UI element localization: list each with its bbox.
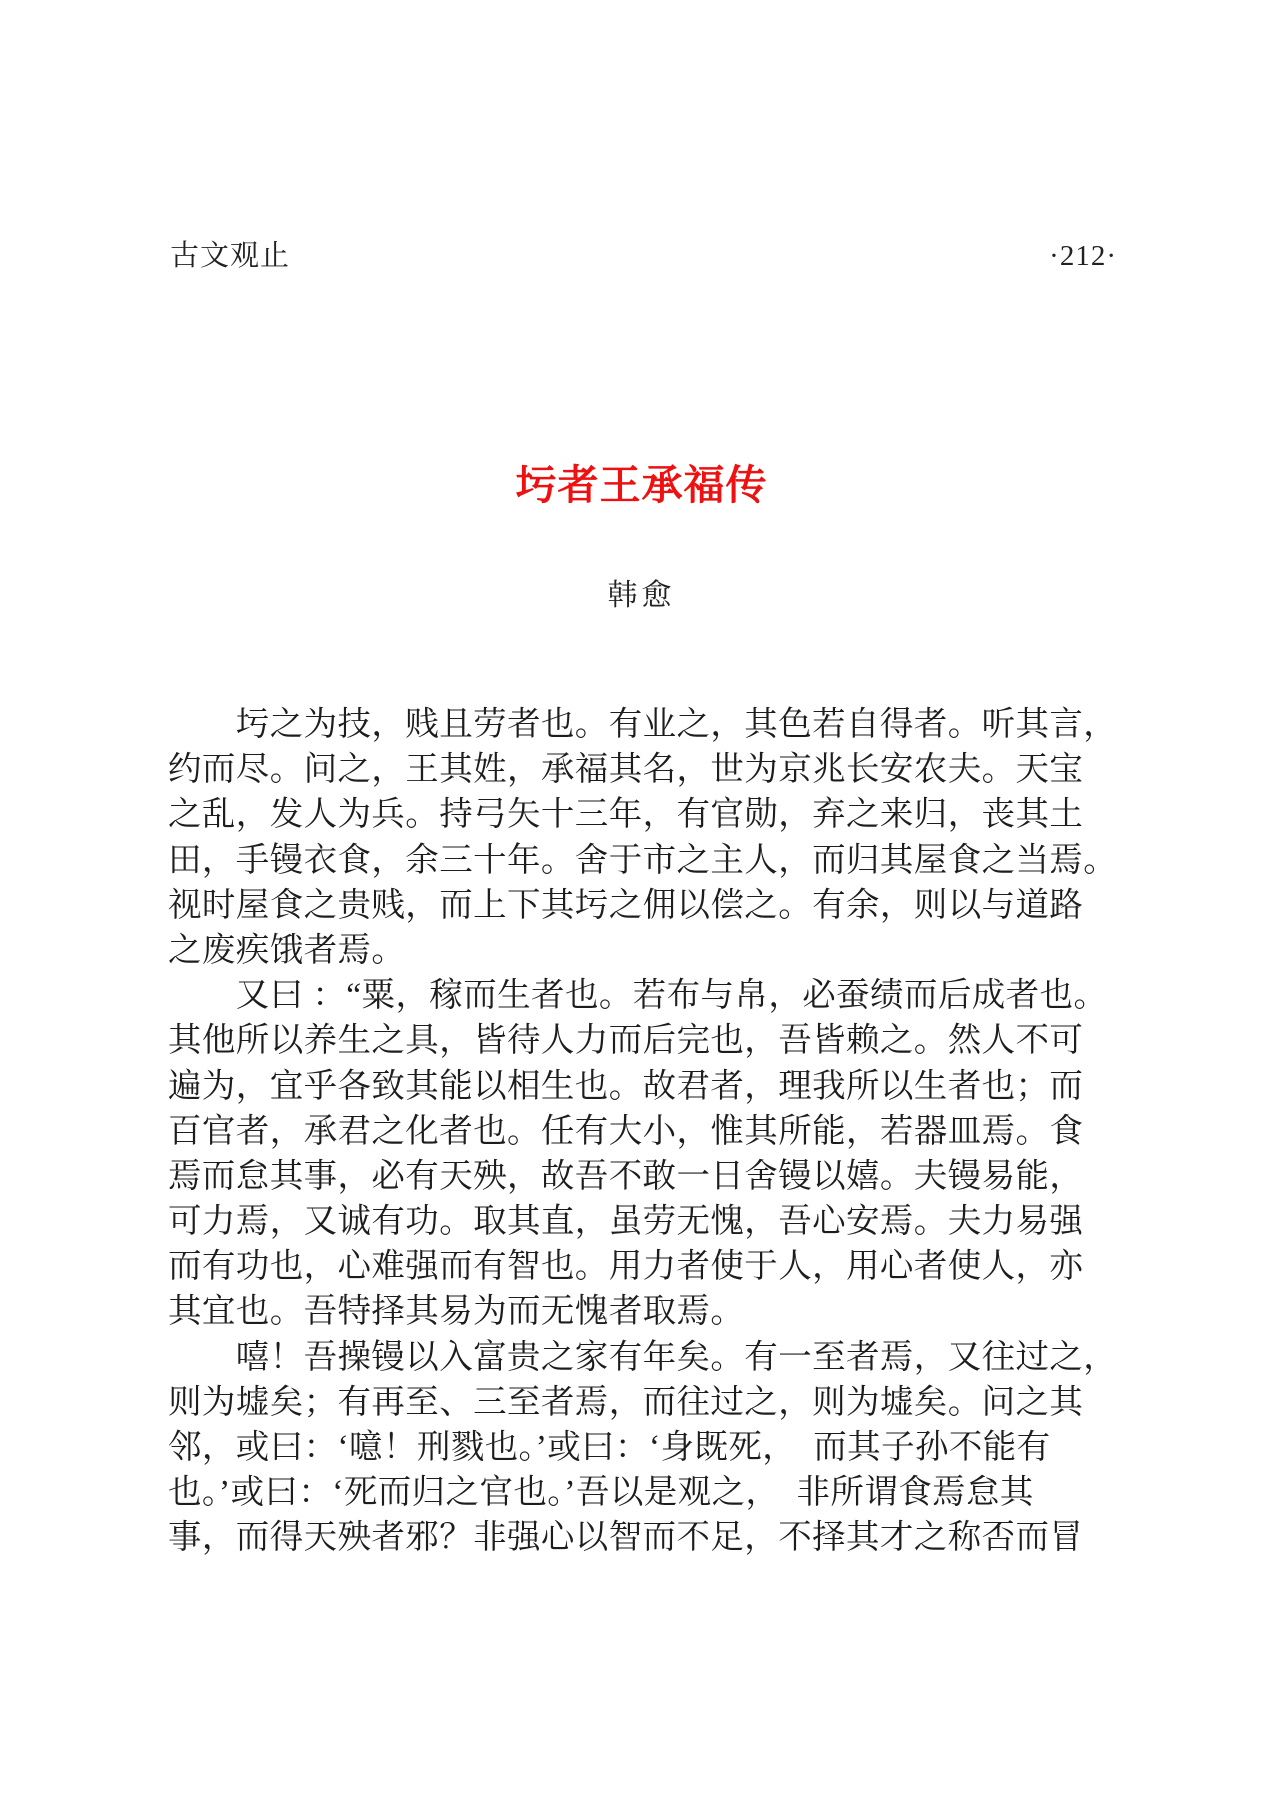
body-line: 又曰 ：“粟，稼而生者也。若布与帛，必蚕绩而后成者也。 bbox=[168, 977, 1108, 1015]
body-line: 焉而怠其事，必有天殃，故吾不敢一日舍镘以嬉。夫镘易能， bbox=[168, 1157, 1084, 1195]
body-line: 田，手镘衣食，余三十年。舍于市之主人，而归其屋食之当焉。 bbox=[168, 841, 1118, 879]
body-line: 邻，或曰：‘噫！刑戮也。’或曰：‘身既死， 而其子孙不能有 bbox=[168, 1429, 1051, 1466]
article-title: 圬者王承福传 bbox=[515, 462, 768, 508]
body-line: 之废疾饿者焉。 bbox=[168, 931, 406, 969]
body-line: 约而尽。问之，王其姓，承福其名，世为京兆长安农夫。天宝 bbox=[168, 751, 1084, 789]
body-line: 可力焉，又诚有功。取其直，虽劳无愧，吾心安焉。夫力易强 bbox=[168, 1203, 1084, 1241]
article-author: 韩愈 bbox=[607, 579, 676, 612]
body-line: 而有功也，心难强而有智也。用力者使于人，用心者使人，亦 bbox=[168, 1248, 1084, 1286]
article-body bbox=[168, 702, 1120, 1561]
body-line: 圬之为技，贱且劳者也。有业之，其色若自得者。听其言， bbox=[168, 706, 1118, 743]
body-line: 也。’或曰：‘死而归之官也。’吾以是观之， 非所谓食焉怠其 bbox=[168, 1474, 1034, 1512]
running-header bbox=[170, 233, 1117, 274]
body-line: 则为墟矣；有再至、三至者焉，而往过之，则为墟矣。问之其 bbox=[168, 1383, 1084, 1421]
body-line: 其他所以养生之具，皆待人力而后完也，吾皆赖之。然人不可 bbox=[168, 1022, 1084, 1060]
body-line: 百官者，承君之化者也。任有大小，惟其所能，若器皿焉。食 bbox=[168, 1112, 1084, 1150]
body-line: 视时屋食之贵贱，而上下其圬之佣以偿之。有余，则以与道路 bbox=[168, 886, 1084, 924]
body-line: 遍为，宜乎各致其能以相生也。故君者，理我所以生者也；而 bbox=[168, 1067, 1084, 1105]
book-title: 古文观止 bbox=[170, 240, 291, 272]
page-number: ·212· bbox=[1049, 240, 1117, 272]
body-line: 事，而得天殃者邪？非强心以智而不足，不择其才之称否而冒 bbox=[168, 1519, 1084, 1557]
body-line: 嘻！吾操镘以入富贵之家有年矣。有一至者焉，又往过之， bbox=[168, 1338, 1118, 1376]
body-line: 其宜也。吾特择其易为而无愧者取焉。 bbox=[168, 1293, 745, 1331]
body-line: 之乱，发人为兵。持弓矢十三年，有官勋，弃之来归，丧其土 bbox=[168, 796, 1084, 834]
